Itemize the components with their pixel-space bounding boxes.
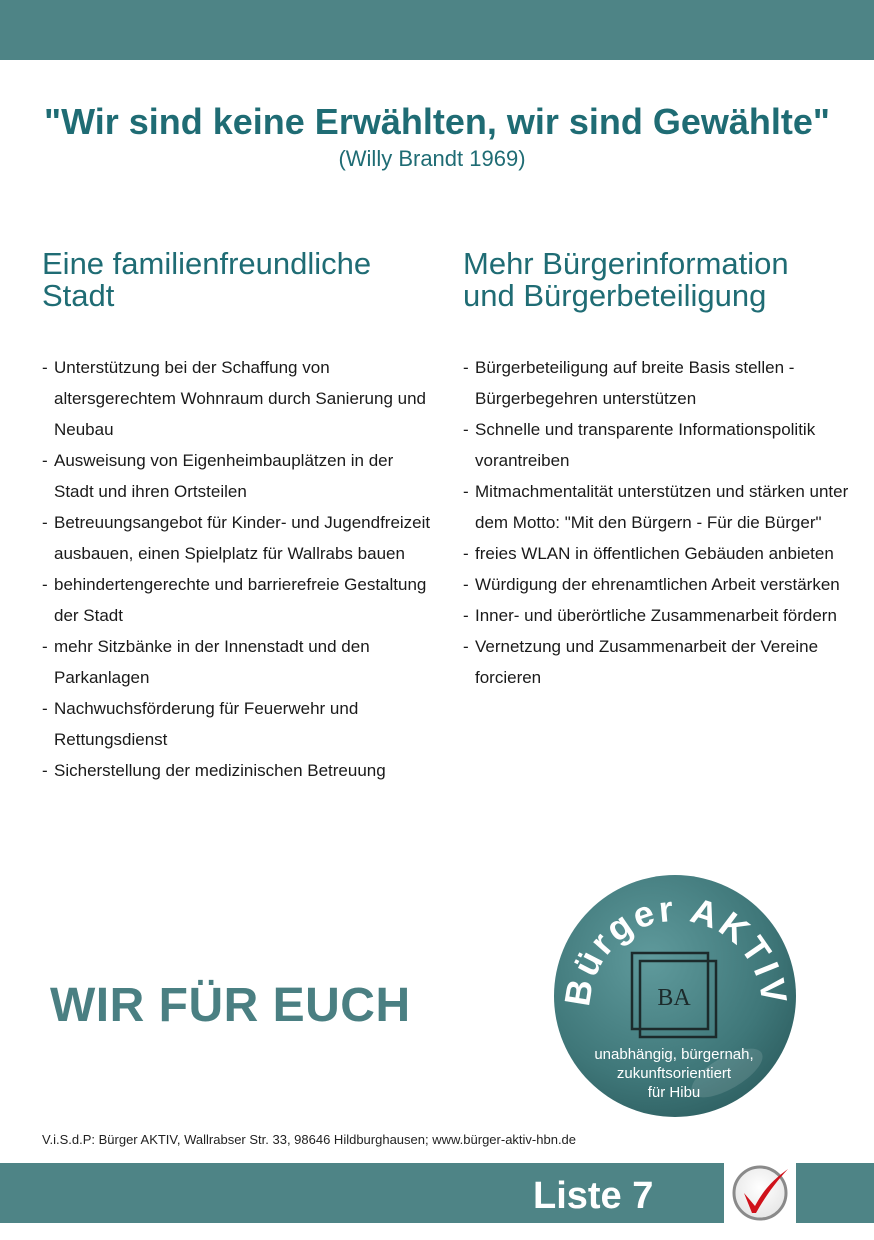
list-item: - Bürgerbeteiligung auf breite Basis stellen - Bürgerbegehren unterstützen <box>463 352 863 414</box>
left-title-line1: Eine familienfreundliche <box>42 246 372 281</box>
right-title-line1: Mehr Bürgerinformation <box>463 246 789 281</box>
left-item-list <box>42 352 432 786</box>
left-column <box>42 248 432 786</box>
list-number-label: Liste 7 <box>533 1175 654 1217</box>
list-item: - Würdigung der ehrenamtlichen Arbeit verstärken <box>463 569 863 600</box>
left-column-title <box>42 248 432 312</box>
list-item: - Schnelle und transparente Informationspolitik vorantreiben <box>463 414 863 476</box>
quote-source: (Willy Brandt 1969) <box>338 146 526 171</box>
badge-arc-text: Bürger AKTIV <box>556 887 796 1009</box>
campaign-badge-logo <box>552 873 798 1119</box>
badge-monogram: BA <box>657 985 691 1011</box>
left-title-line2: Stadt <box>42 278 115 313</box>
checkmark-circle-icon <box>724 1163 796 1223</box>
right-item-list <box>463 352 863 693</box>
list-item: - mehr Sitzbänke in der Innenstadt und den Parkanlagen <box>42 631 432 693</box>
top-color-band <box>0 0 874 60</box>
list-item: - Vernetzung und Zusammenarbeit der Vereine forcieren <box>463 631 863 693</box>
list-item: - Inner- und überörtliche Zusammenarbeit fördern <box>463 600 863 631</box>
list-item: - Nachwuchsförderung für Feuerwehr und Rettungsdienst <box>42 693 432 755</box>
list-item: - Mitmachmentalität unterstützen und stärken unter dem Motto: "Mit den Bürgern - Für die Bürger" <box>463 476 863 538</box>
list-item: - Unterstützung bei der Schaffung von altersgerechtem Wohnraum durch Sanierung und Neubau <box>42 352 432 445</box>
imprint-text: V.i.S.d.P: Bürger AKTIV, Wallrabser Str. 33, 98646 Hildburghausen; www.bürger-aktiv-hbn.de <box>42 1132 577 1147</box>
badge-tagline-line1: unabhängig, bürgernah, <box>594 1046 754 1063</box>
headline-quote: "Wir sind keine Erwählten, wir sind Gewählte" <box>44 101 830 142</box>
right-column-title <box>463 248 863 312</box>
badge-tagline-line2: zukunftsorientiert <box>616 1065 732 1082</box>
list-item: - freies WLAN in öffentlichen Gebäuden anbieten <box>463 538 863 569</box>
slogan: WIR FÜR EUCH <box>50 979 411 1032</box>
list-item: - Sicherstellung der medizinischen Betreuung <box>42 755 432 786</box>
checkmark-box <box>724 1163 796 1223</box>
right-column <box>463 248 863 693</box>
list-item: - behindertengerechte und barrierefreie Gestaltung der Stadt <box>42 569 432 631</box>
list-item: - Ausweisung von Eigenheimbauplätzen in der Stadt und ihren Ortsteilen <box>42 445 432 507</box>
right-title-line2: und Bürgerbeteiligung <box>463 278 767 313</box>
list-item: - Betreuungsangebot für Kinder- und Jugendfreizeit ausbauen, einen Spielplatz für Wallrabs bauen <box>42 507 432 569</box>
badge-tagline-line3: für Hibu <box>647 1084 701 1101</box>
